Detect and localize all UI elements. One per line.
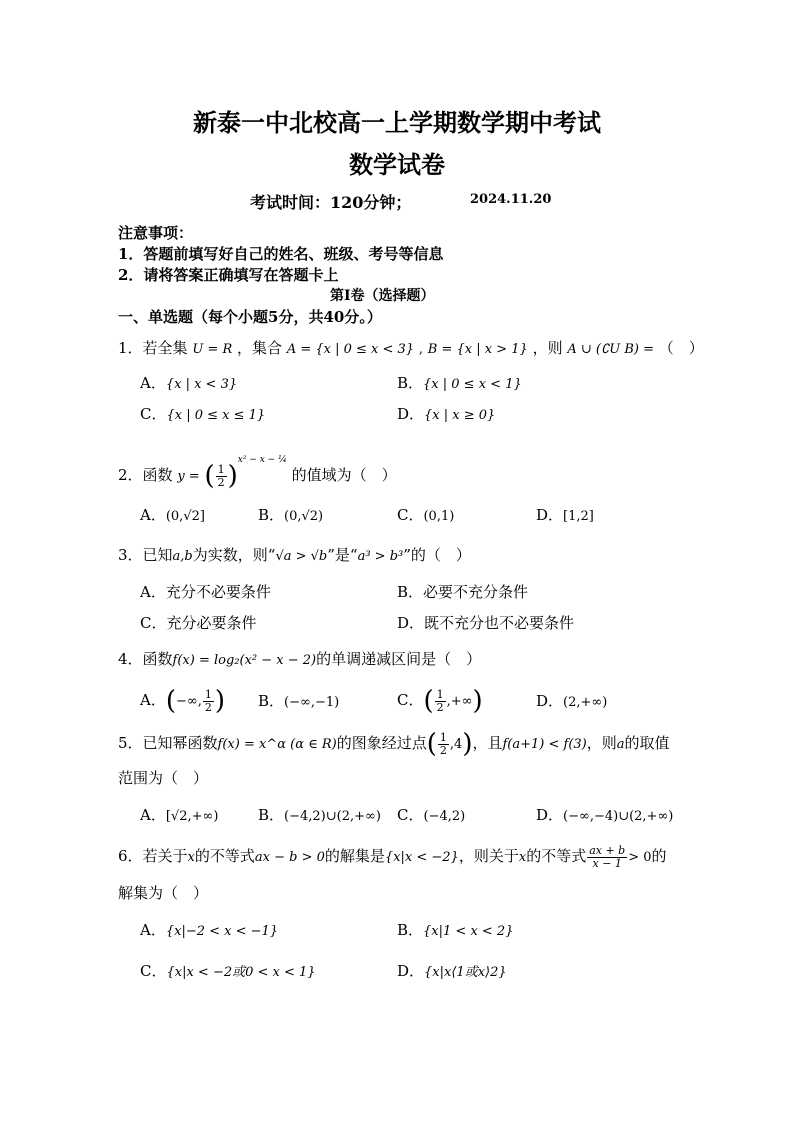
option-6b: B．{x|1 < x < 2} (397, 921, 514, 939)
option-6d: D．{x|x⟨1或x⟩2} (397, 962, 507, 980)
option-5b: B．(−4,2)∪(2,+∞) (258, 806, 381, 824)
option-3a: A．充分不必要条件 (140, 583, 271, 601)
option-4d: D．(2,+∞) (536, 692, 608, 710)
note-item: 2．请将答案正确填写在答题卡上 (118, 266, 339, 284)
question-3: 3．已知a,b为实数，则“√a > √b”是“a³ > b³”的（ ） (118, 546, 471, 564)
option-5d: D．(−∞,−4)∪(2,+∞) (536, 806, 674, 824)
volume-label: 第I卷（选择题） (330, 288, 435, 304)
option-1b: B．{x | 0 ≤ x < 1} (397, 374, 522, 392)
option-6a: A．{x|−2 < x < −1} (140, 921, 279, 939)
option-4c: C．( $\frac{1}{2}$ ,+∞) (397, 686, 483, 716)
option-2a: A．(0,√2] (140, 506, 205, 524)
notes-heading: 注意事项： (118, 224, 194, 242)
exponent: x² − x − ¼ (237, 455, 287, 465)
exam-date: 2024.11.20 (470, 192, 552, 207)
question-1: 1．若全集 U = R ，集合 A = {x | 0 ≤ x < 3} , B = {x | x > 1} ，则 A ∪ (∁U B) = （ ） (118, 339, 704, 357)
option-1d: D．{x | x ≥ 0} (397, 405, 496, 423)
exam-title: 新泰一中北校高一上学期数学期中考试 (193, 108, 601, 137)
section-heading: 一、单选题（每个小题5分，共40分。） (118, 308, 382, 326)
option-1c: C．{x | 0 ≤ x ≤ 1} (140, 405, 266, 423)
option-5a: A．[√2,+∞) (140, 806, 219, 824)
exam-subtitle: 数学试卷 (349, 150, 445, 179)
option-3b: B．必要不充分条件 (397, 583, 529, 601)
option-6c: C．{x|x < −2或0 < x < 1} (140, 962, 316, 980)
option-3c: C．充分必要条件 (140, 614, 257, 632)
option-1a: A．{x | x < 3} (140, 374, 238, 392)
option-5c: C．(−4,2) (397, 806, 466, 824)
option-4a: A．(−∞, $\frac{1}{2}$ ) (140, 686, 226, 716)
question-4: 4．函数f(x) = log₂(x² − x − 2)的单调递减区间是（ ） (118, 650, 482, 668)
option-2b: B．(0,√2) (258, 506, 324, 524)
option-2d: D．[1,2] (536, 506, 594, 524)
question-6: 6．若关于x的不等式ax − b > 0的解集是{x|x < −2}，则关于x的不等式 $\frac{ax + b}{x - 1}$ > 0的 (118, 843, 667, 870)
question-5: 5．已知幂函数f(x) = x^α (α ∈ R)的图象经过点( $\frac{1}{2}$ ,4)，且f(a+1) < f(3)，则a的取值 (118, 729, 670, 759)
note-item: 1．答题前填写好自己的姓名、班级、考号等信息 (118, 245, 444, 263)
question-6-line2: 解集为（ ） (118, 884, 209, 902)
exam-time: 考试时间：120分钟； (250, 193, 412, 212)
question-5-line2: 范围为（ ） (118, 769, 209, 787)
option-4b: B．(−∞,−1) (258, 692, 340, 710)
question-2: 2．函数 y = ( $\frac{1}{2}$ )$^{x^2 - x - \frac{1}{4}}$ 的值域为（ ） (118, 455, 397, 491)
option-2c: C．(0,1) (397, 506, 455, 524)
option-3d: D．既不充分也不必要条件 (397, 614, 575, 632)
